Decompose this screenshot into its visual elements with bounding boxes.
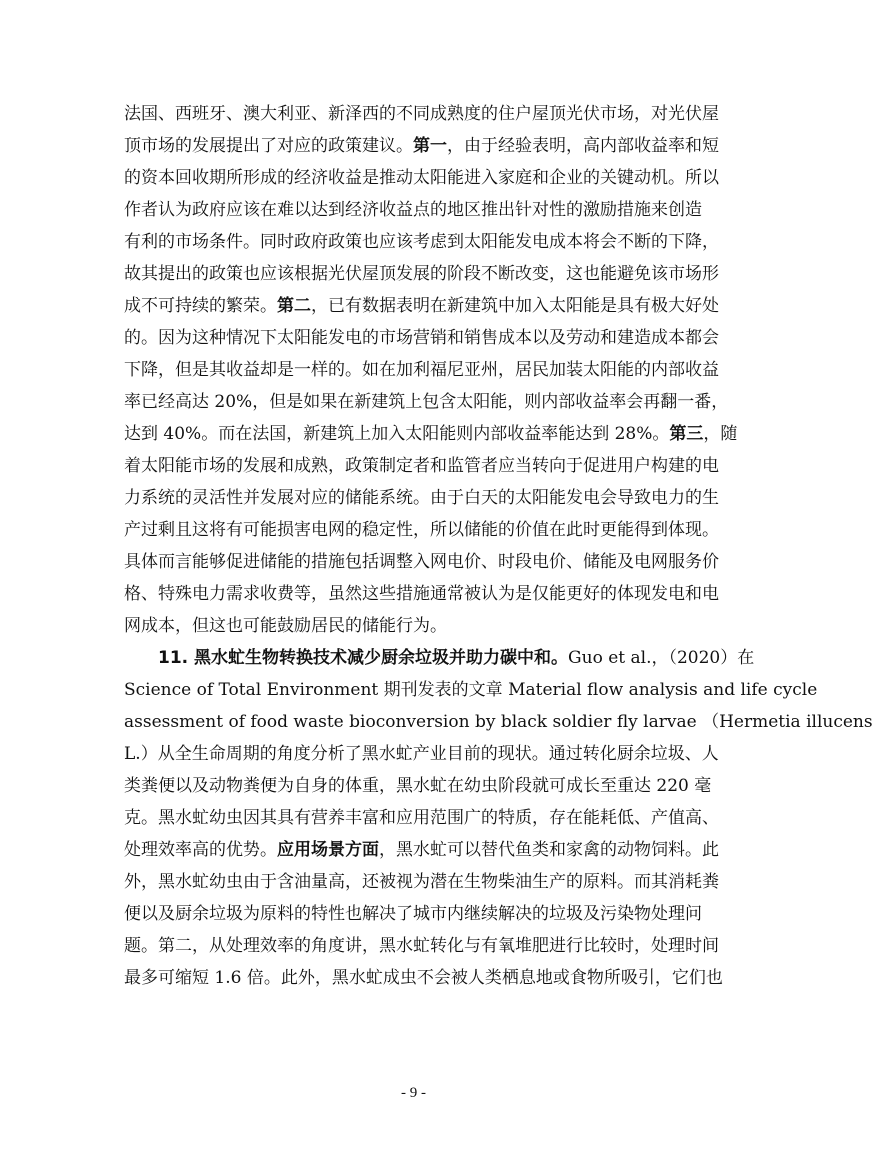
line-text: 题。第二，从处理效率的角度讲，黑水虻转化与有氧堆肥进行比较时，处理时间 xyxy=(124,936,719,956)
text-line xyxy=(124,802,719,834)
text-line xyxy=(124,866,719,898)
page-number: - 9 - xyxy=(401,1085,426,1101)
text-line xyxy=(124,962,723,994)
text-line xyxy=(124,738,719,770)
text-line xyxy=(124,98,719,130)
line-text: 具体而言能够促进储能的措施包括调整入网电价、时段电价、储能及电网服务价 xyxy=(124,552,719,572)
line-text: 故其提出的政策也应该根据光伏屋顶发展的阶段不断改变，这也能避免该市场形 xyxy=(124,264,719,284)
text-line xyxy=(124,322,719,354)
line-text: 成不可持续的繁荣。 xyxy=(124,296,277,316)
line-text: 处理效率高的优势。 xyxy=(124,840,277,860)
text-line xyxy=(124,642,755,674)
document-body xyxy=(124,98,873,994)
text-line xyxy=(124,770,712,802)
line-text-continued: ，随 xyxy=(703,424,738,444)
line-text: 外，黑水虻幼虫由于含油量高，还被视为潜在生物柴油生产的原料。而其消耗粪 xyxy=(124,872,719,892)
line-text-continued: ，黑水虻可以替代鱼类和家禽的动物饲料。此 xyxy=(379,840,719,860)
text-line xyxy=(124,226,719,258)
text-line xyxy=(124,834,719,866)
line-text: 力系统的灵活性并发展对应的储能系统。由于白天的太阳能发电会导致电力的生 xyxy=(124,488,719,508)
bold-phrase: 11. 黑水虻生物转换技术减少厨余垃圾并助力碳中和。 xyxy=(158,648,569,668)
line-text: 有利的市场条件。同时政府政策也应该考虑到太阳能发电成本将会不断的下降， xyxy=(124,232,719,252)
line-text: assessment of food waste bioconversion by black soldier fly larvae （Hermetia illucens xyxy=(124,712,873,732)
bold-phrase: 第三 xyxy=(669,424,704,444)
line-text: 格、特殊电力需求收费等，虽然这些措施通常被认为是仅能更好的体现发电和电 xyxy=(124,584,719,604)
text-line xyxy=(124,162,719,194)
text-line xyxy=(124,546,719,578)
line-text: 网成本，但这也可能鼓励居民的储能行为。 xyxy=(124,616,447,636)
text-line xyxy=(124,258,719,290)
text-line xyxy=(124,930,719,962)
line-text: 顶市场的发展提出了对应的政策建议。 xyxy=(124,136,413,156)
text-line xyxy=(124,610,702,642)
line-text: 产过剩且这将有可能损害电网的稳定性，所以储能的价值在此时更能得到体现。 xyxy=(124,520,719,540)
line-text: L.）从全生命周期的角度分析了黑水虻产业目前的现状。通过转化厨余垃圾、人 xyxy=(124,744,719,764)
text-line xyxy=(124,898,702,930)
bold-phrase: 第二 xyxy=(277,296,311,316)
text-line xyxy=(124,290,719,322)
line-text-continued: ，已有数据表明在新建筑中加入太阳能是具有极大好处 xyxy=(311,296,719,316)
text-line xyxy=(124,706,873,738)
text-line xyxy=(124,130,719,162)
line-text: 率已经高达 20%，但是如果在新建筑上包含太阳能，则内部收益率会再翻一番， xyxy=(124,392,729,412)
line-text: 最多可缩短 1.6 倍。此外，黑水虻成虫不会被人类栖息地或食物所吸引，它们也 xyxy=(124,968,723,988)
line-text: Science of Total Environment 期刊发表的文章 Material flow analysis and life cycle xyxy=(124,680,818,700)
text-line xyxy=(124,418,738,450)
line-text: 类粪便以及动物粪便为自身的体重，黑水虻在幼虫阶段就可成长至重达 220 毫 xyxy=(124,776,712,796)
text-line xyxy=(124,514,719,546)
text-line xyxy=(124,194,702,226)
line-text: 下降，但是其收益却是一样的。如在加利福尼亚州，居民加装太阳能的内部收益 xyxy=(124,360,719,380)
line-text: 作者认为政府应该在难以达到经济收益点的地区推出针对性的激励措施来创造 xyxy=(124,200,702,220)
line-text: 克。黑水虻幼虫因其具有营养丰富和应用范围广的特质，存在能耗低、产值高、 xyxy=(124,808,719,828)
line-text: 的。因为这种情况下太阳能发电的市场营销和销售成本以及劳动和建造成本都会 xyxy=(124,328,719,348)
line-text: 达到 40%。而在法国，新建筑上加入太阳能则内部收益率能达到 28%。 xyxy=(124,424,670,444)
text-line xyxy=(124,578,719,610)
line-text-continued: ，由于经验表明，高内部收益率和短 xyxy=(447,136,719,156)
text-line xyxy=(124,482,719,514)
text-line xyxy=(124,386,729,418)
line-text: 的资本回收期所形成的经济收益是推动太阳能进入家庭和企业的关键动机。所以 xyxy=(124,168,719,188)
text-line xyxy=(124,354,719,386)
line-text-continued: Guo et al.，（2020）在 xyxy=(568,648,755,668)
text-line xyxy=(124,450,719,482)
line-text: 便以及厨余垃圾为原料的特性也解决了城市内继续解决的垃圾及污染物处理问 xyxy=(124,904,702,924)
line-text: 法国、西班牙、澳大利亚、新泽西的不同成熟度的住户屋顶光伏市场，对光伏屋 xyxy=(124,104,719,124)
line-text: 着太阳能市场的发展和成熟，政策制定者和监管者应当转向于促进用户构建的电 xyxy=(124,456,719,476)
text-line xyxy=(124,674,818,706)
bold-phrase: 第一 xyxy=(413,136,447,156)
bold-phrase: 应用场景方面 xyxy=(277,840,379,860)
